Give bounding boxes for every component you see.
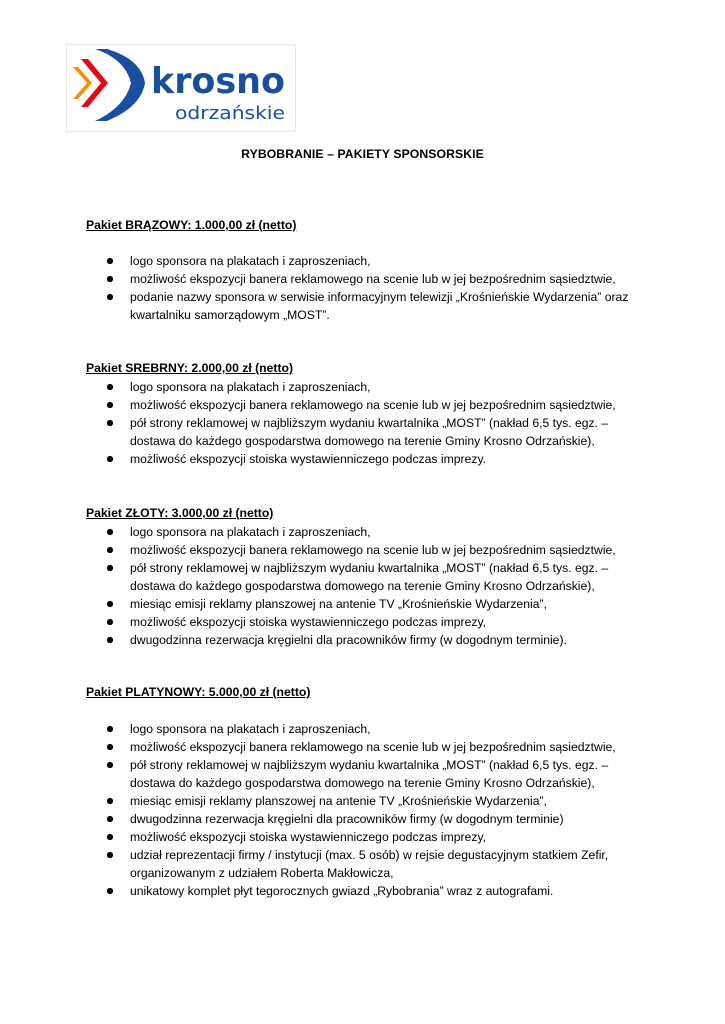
logo-text-krosno: krosno: [151, 61, 285, 102]
bullet-icon: [107, 276, 113, 282]
package-heading-silver: Pakiet SREBRNY: 2.000,00 zł (netto): [86, 361, 294, 375]
bullet-icon: [107, 744, 113, 750]
list-item: pół strony reklamowej w najbliższym wydaniu kwartalnika „MOST” (nakład 6,5 tys. egz. – dostawa do każdego gospodarstwa domowego na terenie Gminy Krosno Odrzańskie),: [0, 559, 645, 595]
logo-chevron-red: [81, 59, 108, 107]
list-item: możliwość ekspozycji stoiska wystawienniczego podczas imprezy,: [0, 613, 645, 631]
bullet-icon: [107, 601, 113, 607]
list-item: podanie nazwy sponsora w serwisie informacyjnym telewizji „Krośnieńskie Wydarzenia” oraz kwartalniku samorządowym „MOST”.: [0, 288, 645, 324]
package-heading-platinum: Pakiet PLATYNOWY: 5.000,00 zł (netto): [86, 685, 311, 699]
bullet-icon: [107, 762, 113, 768]
list-item: możliwość ekspozycji banera reklamowego na scenie lub w jej bezpośrednim sąsiedztwie,: [0, 270, 645, 288]
list-item: miesiąc emisji reklamy planszowej na antenie TV „Krośnieńskie Wydarzenia”,: [0, 595, 645, 613]
bullet-icon: [107, 294, 113, 300]
bullet-icon: [107, 529, 113, 535]
package-gold-list: [0, 523, 645, 649]
list-item: unikatowy komplet płyt tegorocznych gwiazd „Rybobrania” wraz z autografami.: [0, 882, 645, 900]
logo-graphic: [67, 45, 295, 131]
bullet-icon: [107, 798, 113, 804]
bullet-icon: [107, 816, 113, 822]
bullet-icon: [107, 258, 113, 264]
list-item: logo sponsora na plakatach i zaproszeniach,: [0, 720, 645, 738]
bullet-icon: [107, 547, 113, 553]
package-bronze-list: [0, 252, 645, 324]
list-item: dwugodzinna rezerwacja kręgielni dla pracowników firmy (w dogodnym terminie): [0, 810, 645, 828]
bullet-icon: [107, 852, 113, 858]
list-item: dwugodzinna rezerwacja kręgielni dla pracowników firmy (w dogodnym terminie).: [0, 631, 645, 649]
bullet-icon: [107, 402, 113, 408]
list-item: możliwość ekspozycji stoiska wystawienniczego podczas imprezy.: [0, 450, 645, 468]
bullet-icon: [107, 637, 113, 643]
list-item: udział reprezentacji firmy / instytucji (max. 5 osób) w rejsie degustacyjnym statkiem Zefir, organizowanym z udziałem Roberta Makłowicza,: [0, 846, 645, 882]
list-item: logo sponsora na plakatach i zaproszeniach,: [0, 378, 645, 396]
bullet-icon: [107, 420, 113, 426]
list-item: pół strony reklamowej w najbliższym wydaniu kwartalnika „MOST” (nakład 6,5 tys. egz. – dostawa do każdego gospodarstwa domowego na terenie Gminy Krosno Odrzańskie),: [0, 414, 645, 450]
list-item: logo sponsora na plakatach i zaproszeniach,: [0, 523, 645, 541]
list-item: możliwość ekspozycji banera reklamowego na scenie lub w jej bezpośrednim sąsiedztwie,: [0, 541, 645, 559]
logo-text-odrzanskie: odrzańskie: [175, 103, 285, 124]
bullet-icon: [107, 456, 113, 462]
bullet-icon: [107, 834, 113, 840]
bullet-icon: [107, 384, 113, 390]
list-item: logo sponsora na plakatach i zaproszeniach,: [0, 252, 645, 270]
list-item: możliwość ekspozycji banera reklamowego na scenie lub w jej bezpośrednim sąsiedztwie,: [0, 396, 645, 414]
list-item: miesiąc emisji reklamy planszowej na antenie TV „Krośnieńskie Wydarzenia”,: [0, 792, 645, 810]
krosno-odrzanskie-logo: [66, 44, 296, 132]
package-silver-list: [0, 378, 645, 468]
package-platinum-list: [0, 720, 645, 900]
logo-chevron-orange: [73, 67, 92, 99]
document-title: RYBOBRANIE – PAKIETY SPONSORSKIE: [241, 147, 484, 161]
bullet-icon: [107, 726, 113, 732]
list-item: pół strony reklamowej w najbliższym wydaniu kwartalnika „MOST” (nakład 6,5 tys. egz. – dostawa do każdego gospodarstwa domowego na terenie Gminy Krosno Odrzańskie),: [0, 756, 645, 792]
package-heading-bronze: Pakiet BRĄZOWY: 1.000,00 zł (netto): [86, 218, 297, 232]
bullet-icon: [107, 565, 113, 571]
bullet-icon: [107, 888, 113, 894]
list-item: możliwość ekspozycji banera reklamowego na scenie lub w jej bezpośrednim sąsiedztwie,: [0, 738, 645, 756]
package-heading-gold: Pakiet ZŁOTY: 3.000,00 zł (netto): [86, 506, 274, 520]
bullet-icon: [107, 619, 113, 625]
list-item: możliwość ekspozycji stoiska wystawienniczego podczas imprezy,: [0, 828, 645, 846]
